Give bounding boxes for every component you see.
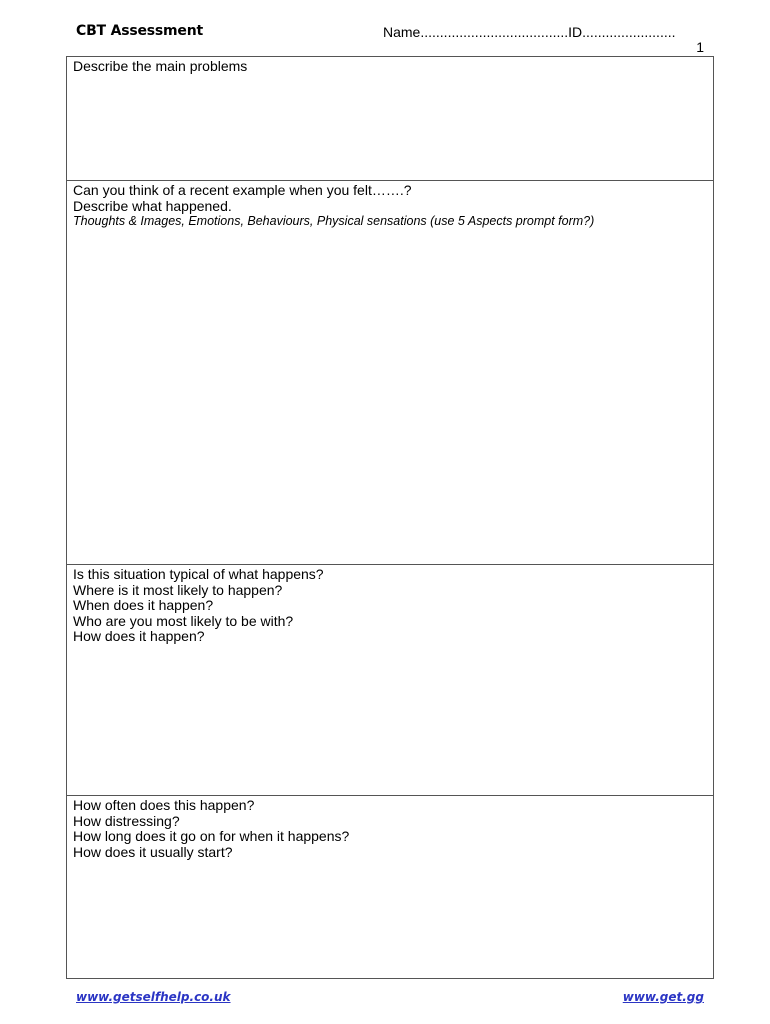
prompt-text: How does it happen? (73, 628, 205, 645)
prompt-text: How does it usually start? (73, 843, 233, 860)
prompt-text: How often does this happen? (73, 797, 255, 813)
assessment-form (66, 56, 714, 979)
prompt-text: Describe the main problems (73, 58, 248, 74)
prompt-text: Who are you most likely to be with? (73, 612, 294, 629)
page-number: 1 (696, 39, 704, 55)
section-frequency[interactable] (67, 795, 713, 978)
prompt-text: Is this situation typical of what happens? (73, 566, 324, 582)
prompt-text: How long does it go on for when it happens? (73, 828, 350, 845)
prompt-hint: Thoughts & Images, Emotions, Behaviours, Physical sensations (use 5 Aspects prompt form?) (73, 214, 595, 229)
section-situation-typical[interactable] (67, 564, 713, 795)
prompt-text: Where is it most likely to happen? (73, 581, 283, 598)
document-title: CBT Assessment (76, 23, 203, 39)
prompt-text: Can you think of a recent example when you felt…….? (73, 182, 412, 198)
section-recent-example[interactable] (67, 180, 713, 564)
prompt-text: Describe what happened. (73, 197, 232, 214)
footer-link-getselfhelp[interactable]: www.getselfhelp.co.uk (76, 990, 231, 1004)
section-main-problems[interactable] (67, 57, 713, 180)
prompt-text: How distressing? (73, 812, 180, 829)
footer-link-getgg[interactable]: www.get.gg (622, 990, 704, 1004)
prompt-text: When does it happen? (73, 597, 214, 614)
name-id-field: Name......................................ID........................ (383, 24, 676, 40)
